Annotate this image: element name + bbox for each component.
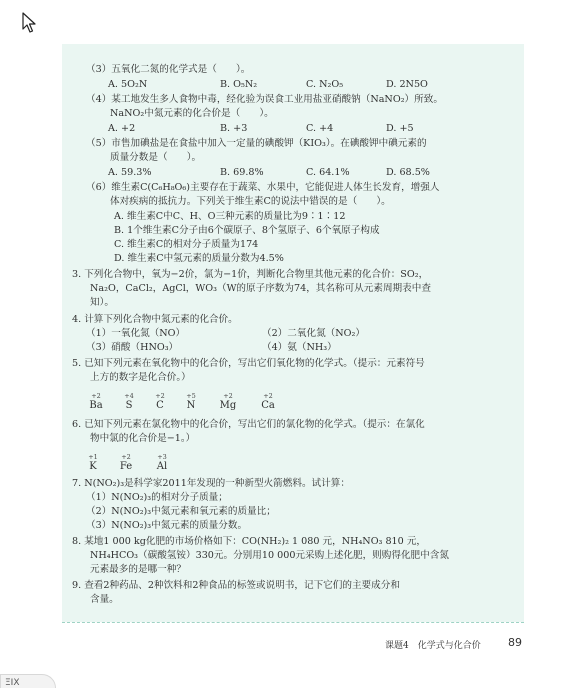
p8-line2: NH₄HCO₃（碳酸氢铵）330元。分别用10 000元采购上述化肥，则购得化肥中含氮 (90, 550, 449, 561)
p9-line2: 含量。 (90, 594, 119, 605)
p4-item-2: （2）二氧化氮（NO₂） (262, 328, 365, 339)
p3-line1: 3. 下列化合物中，氧为−2价，氯为−1价，判断化合物里其他元素的化合价：SO₂， (72, 269, 429, 280)
q6-option-c: C. 维生素C的相对分子质量为174 (114, 239, 259, 250)
q4-option-b: B. +3 (220, 123, 248, 134)
q3-option-b: B. O₅N₂ (220, 79, 258, 90)
p4-item-3: （3）硝酸（HNO₃） (86, 342, 179, 353)
q4-stem-line1: （4）某工地发生多人食物中毒，经化验为误食工业用盐亚硝酸钠（NaNO₂）所致。 (86, 94, 443, 105)
p6-element-fe: +2 Fe (119, 453, 133, 472)
p5-element-mg: +2 Mg (219, 392, 237, 411)
p5-element-ba: +2 Ba (89, 392, 103, 411)
p6-element-k: +1 K (88, 453, 98, 472)
q6-option-b: B. 1个维生素C分子由6个碳原子、8个氢原子、6个氧原子构成 (114, 225, 380, 236)
q3-stem: （3）五氧化二氮的化学式是（ ）。 (86, 64, 251, 75)
q3-option-d: D. 2N5O (386, 79, 428, 90)
p7-item-3: （3）N(NO₂)₃中氮元素的质量分数。 (86, 520, 248, 531)
q4-stem-line2: NaNO₂中氮元素的化合价是（ ）。 (110, 108, 274, 119)
p7-item-1: （1）N(NO₂)₃的相对分子质量； (86, 492, 228, 503)
q5-option-d: D. 68.5% (386, 167, 430, 178)
p6-line1: 6. 已知下列元素在氯化物中的化合价，写出它们的氯化物的化学式。（提示：在氯化 (72, 419, 425, 430)
chapter-footer-title: 课题4 化学式与化合价 (385, 641, 481, 651)
q4-option-d: D. +5 (386, 123, 414, 134)
p4-line1: 4. 计算下列化合物中氮元素的化合价。 (72, 314, 238, 325)
q6-stem-line1: （6）维生素C(C₆H₈O₆)主要存在于蔬菜、水果中，它能促进人体生长发育，增强人 (86, 182, 440, 193)
p5-line2: 上方的数字是化合价。） (90, 372, 191, 383)
p8-line1: 8. 某地1 000 kg化肥的市场价格如下：CO(NH₂)₂ 1 080 元，NH₄NO₃ 810 元， (72, 536, 427, 547)
corner-tab[interactable]: ΞΙΧ (0, 674, 56, 688)
q6-option-a: A. 维生素C中C、H、O三种元素的质量比为9∶1∶12 (114, 211, 346, 222)
p5-element-ca: +2 Ca (261, 392, 275, 411)
p4-item-1: （1）一氧化氮（NO） (86, 328, 186, 339)
q5-option-a: A. 59.3% (108, 167, 152, 178)
p9-line1: 9. 查看2种药品、2种饮料和2种食品的标签或说明书，记下它们的主要成分和 (72, 580, 400, 591)
q5-stem-line2: 质量分数是（ ）。 (110, 152, 202, 163)
p5-element-c: +2 C (155, 392, 165, 411)
page-number: 89 (508, 636, 522, 649)
p5-line1: 5. 已知下列元素在氧化物中的化合价，写出它们氧化物的化学式。（提示：元素符号 (72, 358, 425, 369)
p3-line3: 知）。 (90, 297, 114, 308)
panel-divider (62, 622, 524, 623)
q3-option-a: A. 5O₂N (108, 79, 148, 90)
q4-option-c: C. +4 (306, 123, 334, 134)
q4-option-a: A. +2 (108, 123, 136, 134)
p3-line2: Na₂O，CaCl₂，AgCl，WO₃（W的原子序数为74，其名称可从元素周期表中查 (90, 283, 431, 294)
q5-stem-line1: （5）市售加碘盐是在食盐中加入一定量的碘酸钾（KIO₃）。在碘酸钾中碘元素的 (86, 138, 427, 149)
q6-option-d: D. 维生素C中氢元素的质量分数为4.5% (114, 253, 284, 264)
p7-line1: 7. N(NO₂)₃是科学家2011年发现的一种新型火箭燃料。试计算： (72, 478, 350, 489)
q5-option-b: B. 69.8% (220, 167, 264, 178)
p6-element-al: +3 Al (156, 453, 168, 472)
q3-option-c: C. N₂O₅ (306, 79, 344, 90)
q5-option-c: C. 64.1% (306, 167, 350, 178)
p6-line2: 物中氯的化合价是−1。） (90, 433, 196, 444)
mouse-cursor-icon (22, 12, 36, 34)
p7-item-2: （2）N(NO₂)₃中氮元素和氧元素的质量比； (86, 506, 276, 517)
p5-element-n: +5 N (186, 392, 196, 411)
p4-item-4: （4）氨（NH₃） (262, 342, 337, 353)
q6-stem-line2: 体对疾病的抵抗力。下列关于维生素C的说法中错误的是（ ）。 (110, 196, 391, 207)
p8-line3: 元素最多的是哪一种？ (90, 564, 186, 575)
p5-element-s: +4 S (124, 392, 134, 411)
